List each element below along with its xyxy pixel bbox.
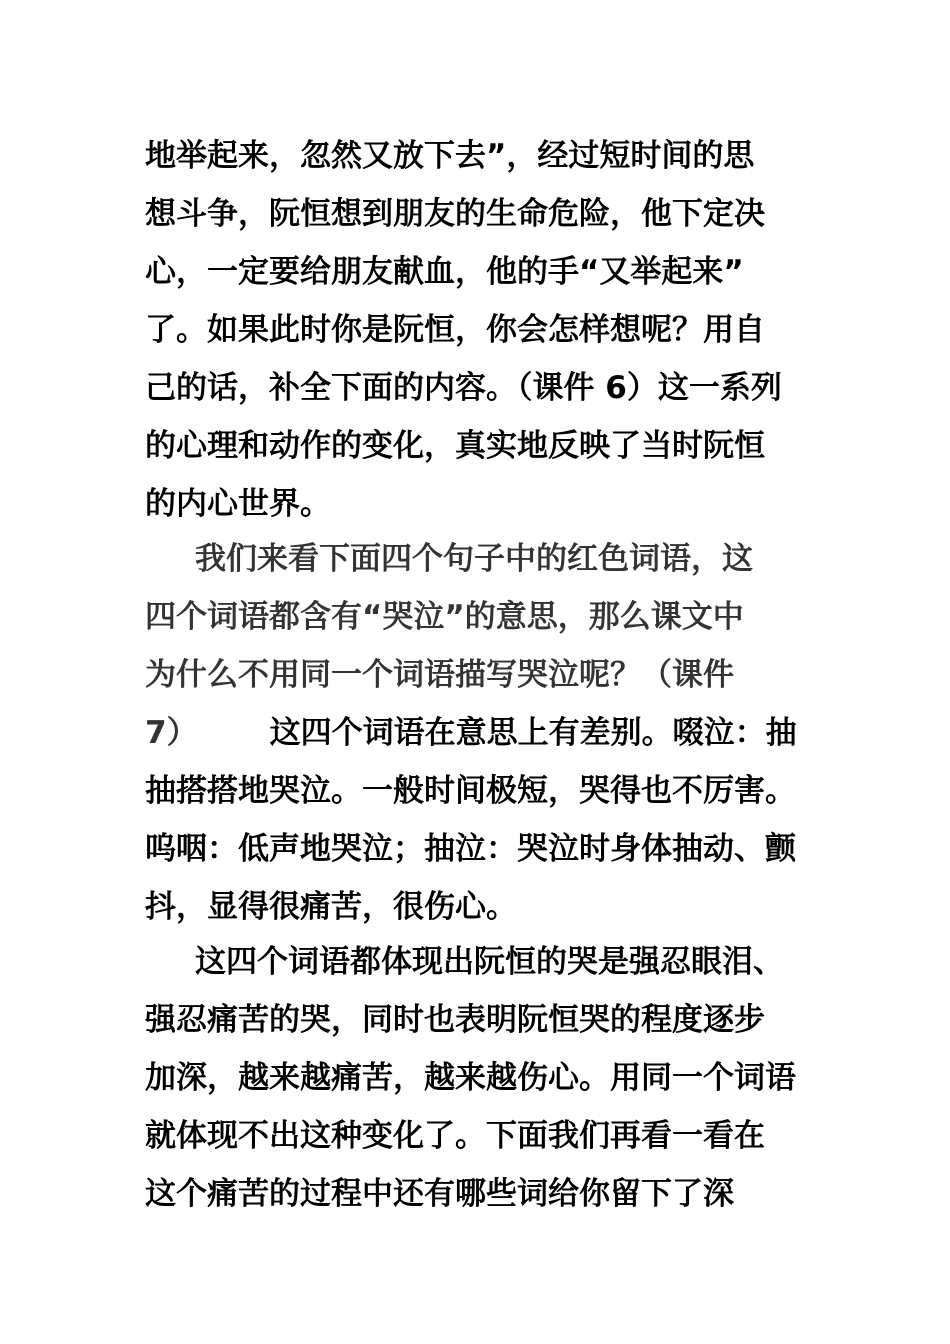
paragraph-line: 抽搭搭地哭泣。一般时间极短，哭得也不厉害。: [145, 773, 796, 809]
paragraph-line: 地举起来，忽然又放下去”，经过短时间的思: [145, 138, 755, 174]
paragraph-line: 呜咽：低声地哭泣；抽泣：哭泣时身体抽动、颤: [145, 831, 796, 867]
paragraph-line-continuation: 这四个词语在意思上有差别。啜泣：抽: [269, 715, 797, 751]
paragraph-2: [145, 530, 835, 936]
paragraph-line: 我们来看下面四个句子中的红色词语，这: [195, 541, 753, 577]
paragraph-line: 的心理和动作的变化，真实地反映了当时阮恒: [145, 428, 765, 464]
paragraph-line: 强忍痛苦的哭，同时也表明阮恒哭的程度逐步: [145, 1002, 765, 1038]
paragraph-line: 7）: [145, 715, 198, 751]
paragraph-line-mixed: [145, 704, 835, 762]
paragraph-line: 四个词语都含有“哭泣”的意思，那么课文中: [145, 599, 744, 635]
paragraph-1: [145, 127, 835, 533]
paragraph-line: 这四个词语都体现出阮恒的哭是强忍眼泪、: [195, 944, 784, 980]
paragraph-line: 加深，越来越痛苦，越来越伤心。用同一个词语: [145, 1060, 796, 1096]
paragraph-line: 为什么不用同一个词语描写哭泣呢？（课件: [145, 657, 734, 693]
paragraph-line: 抖，显得很痛苦，很伤心。: [145, 889, 517, 925]
paragraph-line: 了。如果此时你是阮恒，你会怎样想呢？用自: [145, 312, 765, 348]
paragraph-line: 就体现不出这种变化了。下面我们再看一看在: [145, 1118, 765, 1154]
paragraph-line: 己的话，补全下面的内容。（课件 6）这一系列: [145, 370, 782, 406]
paragraph-line: 的内心世界。: [145, 486, 331, 522]
paragraph-line: 想斗争，阮恒想到朋友的生命危险，他下定决: [145, 196, 765, 232]
paragraph-line: 这个痛苦的过程中还有哪些词给你留下了深: [145, 1176, 734, 1212]
paragraph-line: 心，一定要给朋友献血，他的手“又举起来”: [145, 254, 744, 290]
paragraph-3: [145, 933, 835, 1223]
